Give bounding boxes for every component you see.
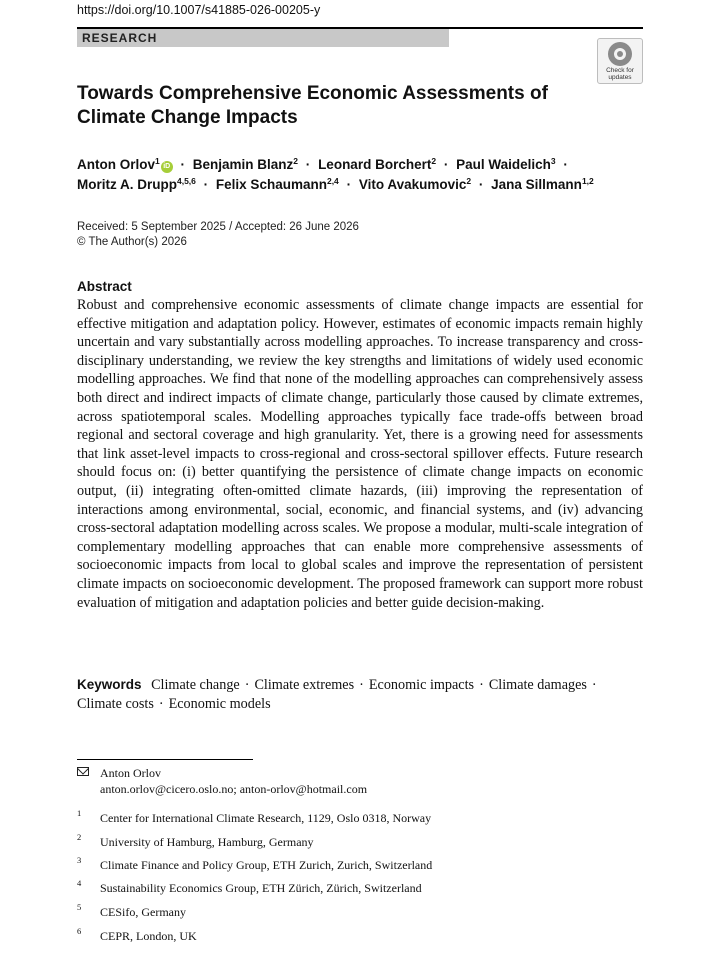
author-affiliation-number: 2: [466, 176, 472, 186]
article-title: Towards Comprehensive Economic Assessments of Climate Change Impacts: [77, 83, 548, 128]
author-line-1: [77, 156, 572, 173]
keyword[interactable]: Climate damages: [488, 677, 587, 693]
author-name[interactable]: Felix Schaumann: [215, 177, 327, 192]
corresponding-author-name: Anton Orlov: [100, 766, 161, 780]
check-for-updates-button[interactable]: [597, 38, 643, 84]
author-name[interactable]: Anton Orlov: [77, 157, 155, 172]
author-affiliation-number: 2: [293, 156, 299, 166]
author-separator: ·: [180, 157, 185, 172]
author-name[interactable]: Jana Sillmann: [491, 177, 582, 192]
affiliation-number: 4: [77, 878, 82, 888]
footnote-rule: [77, 759, 253, 760]
check-updates-label: Check for updates: [606, 67, 634, 81]
copyright-notice: © The Author(s) 2026: [77, 236, 187, 248]
author-separator: ·: [346, 177, 352, 192]
author-separator: ·: [203, 177, 209, 192]
doi-link[interactable]: https://doi.org/10.1007/s41885-026-00205-y: [77, 3, 321, 17]
keyword-separator: ·: [359, 677, 364, 693]
orcid-icon[interactable]: iD: [161, 161, 173, 173]
author-separator: ·: [478, 177, 484, 192]
author-name[interactable]: Leonard Borchert: [318, 157, 432, 172]
keyword-separator: ·: [244, 677, 250, 693]
affiliation-text: Sustainability Economics Group, ETH Zürich, Zürich, Switzerland: [100, 881, 422, 895]
affiliation-text: CEPR, London, UK: [100, 929, 197, 943]
author-name[interactable]: Paul Waidelich: [456, 157, 551, 172]
author-affiliation-number: 3: [550, 156, 556, 166]
affiliation-text: Center for International Climate Research, 1129, Oslo 0318, Norway: [100, 811, 432, 825]
section-label: RESEARCH: [77, 29, 449, 47]
author-separator: ·: [563, 157, 568, 172]
keyword[interactable]: Economic models: [168, 695, 271, 712]
keyword[interactable]: Climate change: [151, 677, 240, 693]
keyword[interactable]: Economic impacts: [368, 677, 475, 693]
author-affiliation-number: 2: [431, 156, 437, 166]
affiliation-number: 2: [77, 832, 82, 842]
abstract-text: Robust and comprehensive economic assessments of climate change impacts are essential for effective mitigation and adaptation policy. However, estimates of economic impacts remain highly uncertain and vary substantially across modelling approaches. To increase transparency and cross-disciplinary understanding, we review the key strengths and limitations of widely used economic modelling approaches. We find that none of the modelling approaches can comprehensively assess both direct and indirect impacts of climate change, particularly those caused by climate extremes, across spatiotemporal scales. Modelling approaches typically face trade-offs between broad regional and sectoral coverage and high granularity. Yet, there is a growing need for assessments that link asset-level impacts to cross-regional and cross-sectoral spillover effects. Future research should focus on: (i) better quantifying the persistence of climate change impacts on economic output, (ii) integrating often-omitted climate hazards, (iii) improving the representation of interactions among environmental, social, economic, and financial systems, and (iv) advancing cross-sectoral adaptation modelling across scales. We propose a modular, multi-scale integration of complementary modelling approaches that can enable more comprehensive assessments of socioeconomic impacts from local to global scales and improve the representation of persistent climate impacts on socioeconomic development. The proposed framework can support more robust evaluation of mitigation and adaptation policies and better guide decision-making.: [77, 297, 643, 611]
author-affiliation-number: 1,2: [581, 176, 594, 186]
keyword-separator: ·: [591, 677, 597, 693]
affiliation-number: 6: [77, 926, 82, 936]
abstract-heading: Abstract: [77, 279, 132, 294]
envelope-icon: [77, 767, 89, 776]
author-affiliation-number: 4,5,6: [176, 176, 196, 186]
affiliation-number: 5: [77, 902, 82, 912]
affiliation-text: CESifo, Germany: [100, 905, 186, 919]
keyword-separator: ·: [158, 695, 164, 712]
keywords-label: Keywords: [77, 677, 142, 692]
author-separator: ·: [305, 157, 311, 172]
affiliation-number: 1: [77, 808, 82, 818]
author-name[interactable]: Vito Avakumovic: [358, 177, 467, 192]
affiliation-text: Climate Finance and Policy Group, ETH Zurich, Zurich, Switzerland: [100, 858, 433, 872]
author-line-2: [77, 176, 594, 192]
received-accepted-dates: Received: 5 September 2025 / Accepted: 26 June 2026: [77, 221, 359, 233]
keyword[interactable]: Climate costs: [77, 695, 154, 712]
corresponding-author-email[interactable]: anton.orlov@cicero.oslo.no; anton-orlov@hotmail.com: [100, 782, 368, 796]
author-affiliation-number: 2,4: [326, 176, 339, 186]
author-separator: ·: [443, 157, 449, 172]
affiliation-text: University of Hamburg, Hamburg, Germany: [100, 835, 314, 849]
keyword[interactable]: Climate extremes: [254, 677, 355, 693]
author-name[interactable]: Moritz A. Drupp: [77, 177, 177, 192]
author-name[interactable]: Benjamin Blanz: [192, 157, 294, 172]
author-affiliation-number: 1: [155, 156, 160, 166]
keyword-separator: ·: [479, 677, 484, 693]
check-updates-icon: [608, 42, 632, 66]
affiliation-number: 3: [77, 855, 82, 865]
keywords-line: [77, 676, 643, 713]
